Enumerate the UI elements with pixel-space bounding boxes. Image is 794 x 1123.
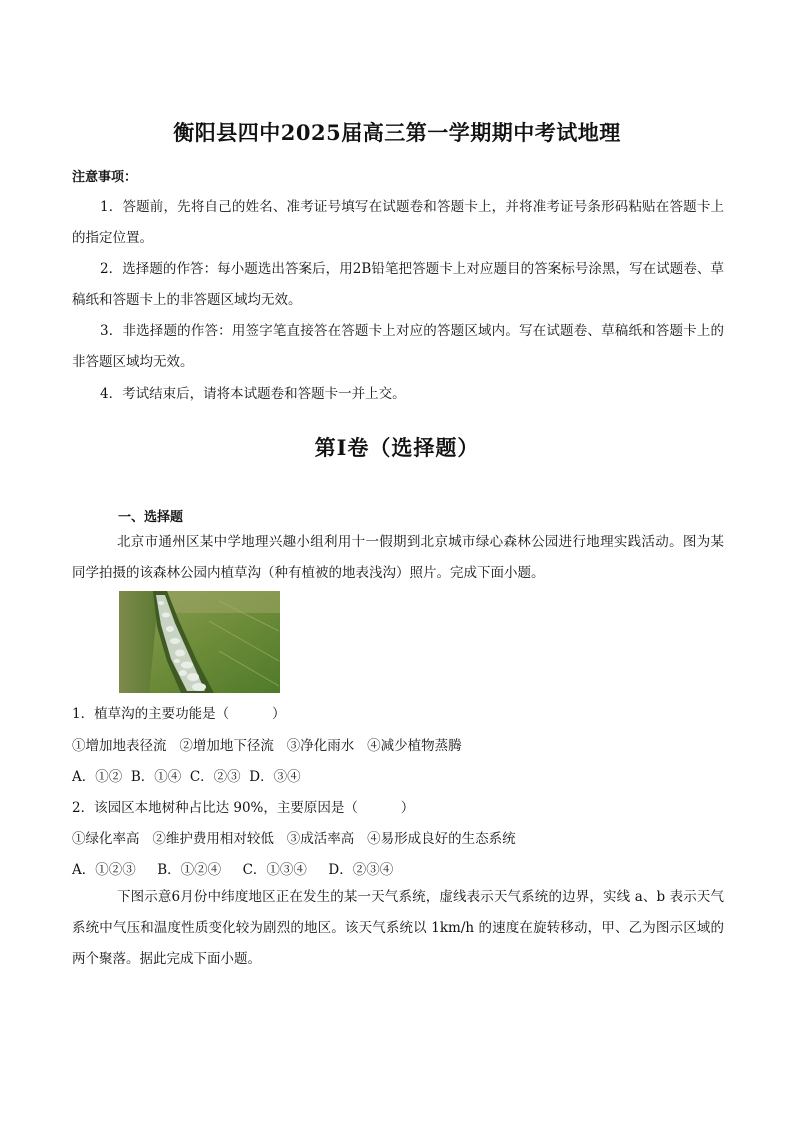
notice-item-3: 3．非选择题的作答：用签字笔直接答在答题卡上对应的答题区域内。写在试题卷、草稿纸和答题卡上的非答题区域均无效。 bbox=[72, 323, 724, 370]
notice-heading: 注意事项： bbox=[72, 170, 138, 185]
notice-item-4: 4．考试结束后，请将本试题卷和答题卡一并上交。 bbox=[100, 386, 406, 402]
intro-paragraph-2: 下图示意6月份中纬度地区正在发生的某一天气系统，虚线表示天气系统的边界，实线 a、b 表示天气系统中气压和温度性质变化较为剧烈的地区。该天气系统以 1km/h 的速度在旋转移动，甲、乙为图示区域的两个聚落。据此完成下面小题。 bbox=[72, 889, 724, 967]
question-2-items: ①绿化率高 ②维护费用相对较低 ③成活率高 ④易形成良好的生态系统 bbox=[72, 831, 516, 847]
question-2-stem: 2．该园区本地树种占比达 90%，主要原因是（ ） bbox=[72, 800, 415, 816]
sub-heading: 一、选择题 bbox=[118, 510, 184, 525]
notice-item-2: 2．选择题的作答：每小题选出答案后，用2B铅笔把答题卡上对应题目的答案标号涂黑，写在试题卷、草稿纸和答题卡上的非答题区域均无效。 bbox=[72, 261, 724, 308]
question-1-items: ①增加地表径流 ②增加地下径流 ③净化雨水 ④减少植物蒸腾 bbox=[72, 738, 462, 754]
section-title: 第Ⅰ卷（选择题） bbox=[314, 435, 480, 460]
grass-swale-photo bbox=[119, 591, 280, 693]
exam-title: 衡阳县四中2025届高三第一学期期中考试地理 bbox=[173, 120, 621, 145]
question-2-options: A．①②③ B．①②④ C．①③④ D．②③④ bbox=[72, 862, 394, 878]
grass-swale-image bbox=[119, 591, 280, 693]
question-1-stem: 1．植草沟的主要功能是（ ） bbox=[72, 706, 286, 722]
question-1-options: A．①② B．①④ C．②③ D．③④ bbox=[72, 769, 301, 785]
intro-paragraph-1: 北京市通州区某中学地理兴趣小组利用十一假期到北京城市绿心森林公园进行地理实践活动。图为某同学拍摄的该森林公园内植草沟（种有植被的地表浅沟）照片。完成下面小题。 bbox=[72, 534, 724, 581]
notice-item-1: 1．答题前，先将自己的姓名、准考证号填写在试题卷和答题卡上，并将准考证号条形码粘贴在答题卡上的指定位置。 bbox=[72, 199, 724, 246]
